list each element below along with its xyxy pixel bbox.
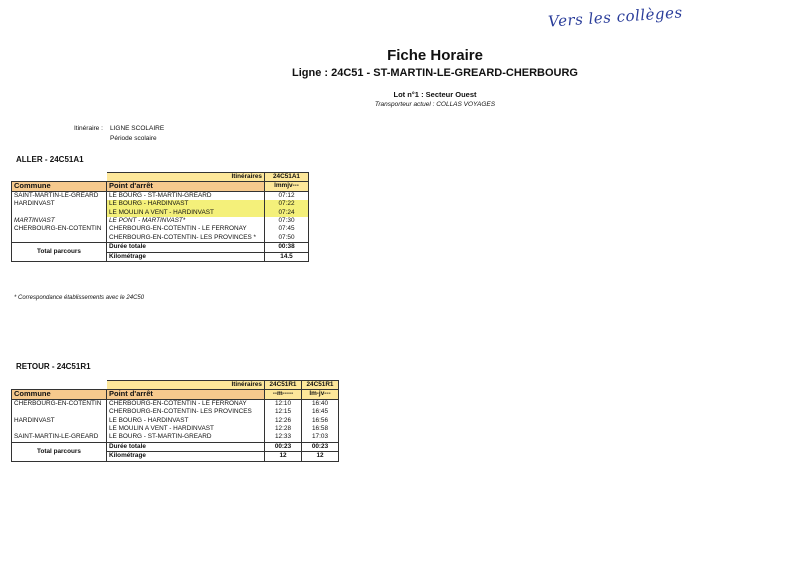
- distance-value: 14.5: [265, 252, 309, 261]
- table-row: [12, 225, 309, 233]
- time-cell: 07:50: [265, 234, 309, 243]
- itinerary-label: Itinéraire :: [74, 125, 103, 132]
- commune-cell: [12, 209, 107, 217]
- itineraries-header: Itinéraires: [107, 381, 265, 390]
- total-duration-value: 00:38: [265, 243, 309, 252]
- table-row: [12, 234, 309, 243]
- table-row: [12, 209, 309, 217]
- stop-cell: LE MOULIN A VENT - HARDINVAST: [107, 209, 265, 217]
- days-of-service: lm-jv---: [302, 390, 339, 399]
- commune-cell: [12, 408, 107, 416]
- retour-timetable: [11, 380, 339, 462]
- carrier-label: Transporteur actuel : COLLAS VOYAGES: [374, 101, 496, 108]
- stop-cell: LE BOURG - HARDINVAST: [107, 200, 265, 208]
- commune-cell: CHERBOURG-EN-COTENTIN: [12, 225, 107, 233]
- table-row: [12, 191, 309, 200]
- itinerary-period: Période scolaire: [110, 135, 157, 142]
- handwritten-note: Vers les collèges: [547, 3, 684, 31]
- time-cell: 16:58: [302, 425, 339, 433]
- time-cell: 16:45: [302, 408, 339, 416]
- table-row: [12, 399, 339, 408]
- days-of-service: lmmjv---: [265, 182, 309, 191]
- commune-cell: MARTINVAST: [12, 217, 107, 225]
- time-cell: 12:28: [265, 425, 302, 433]
- itinerary-line-type: LIGNE SCOLAIRE: [110, 125, 165, 132]
- time-cell: 12:33: [265, 433, 302, 442]
- time-cell: 07:12: [265, 191, 309, 200]
- stop-cell: LE MOULIN A VENT - HARDINVAST: [107, 425, 265, 433]
- table-row: [12, 417, 339, 425]
- commune-cell: SAINT-MARTIN-LE-GREARD: [12, 433, 107, 442]
- distance-value: 12: [265, 452, 302, 461]
- total-route-label: Total parcours: [12, 243, 107, 262]
- stop-cell: CHERBOURG-EN-COTENTIN - LE FERRONAY: [107, 399, 265, 408]
- page-title: Fiche Horaire: [387, 47, 483, 64]
- line-title: Ligne : 24C51 - ST-MARTIN-LE-GREARD-CHERBOURG: [291, 67, 578, 79]
- table-row: [12, 408, 339, 416]
- aller-section-title: ALLER - 24C51A1: [16, 155, 84, 164]
- time-cell: 17:03: [302, 433, 339, 442]
- stop-header: Point d'arrêt: [107, 182, 265, 191]
- time-cell: 12:15: [265, 408, 302, 416]
- total-duration-label: Durée totale: [107, 442, 265, 451]
- table-row: [12, 217, 309, 225]
- commune-cell: [12, 425, 107, 433]
- stop-cell: CHERBOURG-EN-COTENTIN- LES PROVINCES: [107, 408, 265, 416]
- itineraries-header: Itinéraires: [107, 173, 265, 182]
- aller-timetable: [11, 172, 309, 262]
- total-route-label: Total parcours: [12, 442, 107, 461]
- commune-cell: HARDINVAST: [12, 417, 107, 425]
- commune-cell: [12, 234, 107, 243]
- time-cell: 07:30: [265, 217, 309, 225]
- time-cell: 16:40: [302, 399, 339, 408]
- stop-cell: CHERBOURG-EN-COTENTIN- LES PROVINCES *: [107, 234, 265, 243]
- time-cell: 07:22: [265, 200, 309, 208]
- distance-value: 12: [302, 452, 339, 461]
- stop-cell: LE BOURG - ST-MARTIN-GREARD: [107, 191, 265, 200]
- distance-label: Kilométrage: [107, 452, 265, 461]
- time-cell: 07:24: [265, 209, 309, 217]
- commune-header: Commune: [12, 390, 107, 399]
- commune-cell: CHERBOURG-EN-COTENTIN: [12, 399, 107, 408]
- route-code: 24C51A1: [265, 173, 309, 182]
- lot-label: Lot n°1 : Secteur Ouest: [393, 90, 477, 99]
- days-of-service: --m-----: [265, 390, 302, 399]
- commune-header: Commune: [12, 182, 107, 191]
- route-code: 24C51R1: [265, 381, 302, 390]
- table-row: [12, 425, 339, 433]
- stop-cell: LE BOURG - ST-MARTIN-GREARD: [107, 433, 265, 442]
- total-duration-value: 00:23: [265, 442, 302, 451]
- stop-cell: LE PONT - MARTINVAST*: [107, 217, 265, 225]
- total-duration-label: Durée totale: [107, 243, 265, 252]
- table-row: [12, 200, 309, 208]
- total-duration-value: 00:23: [302, 442, 339, 451]
- commune-cell: SAINT-MARTIN-LE-GREARD: [12, 191, 107, 200]
- distance-label: Kilométrage: [107, 252, 265, 261]
- retour-section-title: RETOUR - 24C51R1: [16, 362, 91, 371]
- footnote: * Correspondance établissements avec le 24C50: [14, 295, 145, 301]
- table-row: [12, 433, 339, 442]
- time-cell: 07:45: [265, 225, 309, 233]
- stop-header: Point d'arrêt: [107, 390, 265, 399]
- commune-cell: HARDINVAST: [12, 200, 107, 208]
- stop-cell: CHERBOURG-EN-COTENTIN - LE FERRONAY: [107, 225, 265, 233]
- route-code: 24C51R1: [302, 381, 339, 390]
- time-cell: 12:26: [265, 417, 302, 425]
- time-cell: 16:56: [302, 417, 339, 425]
- time-cell: 12:10: [265, 399, 302, 408]
- stop-cell: LE BOURG - HARDINVAST: [107, 417, 265, 425]
